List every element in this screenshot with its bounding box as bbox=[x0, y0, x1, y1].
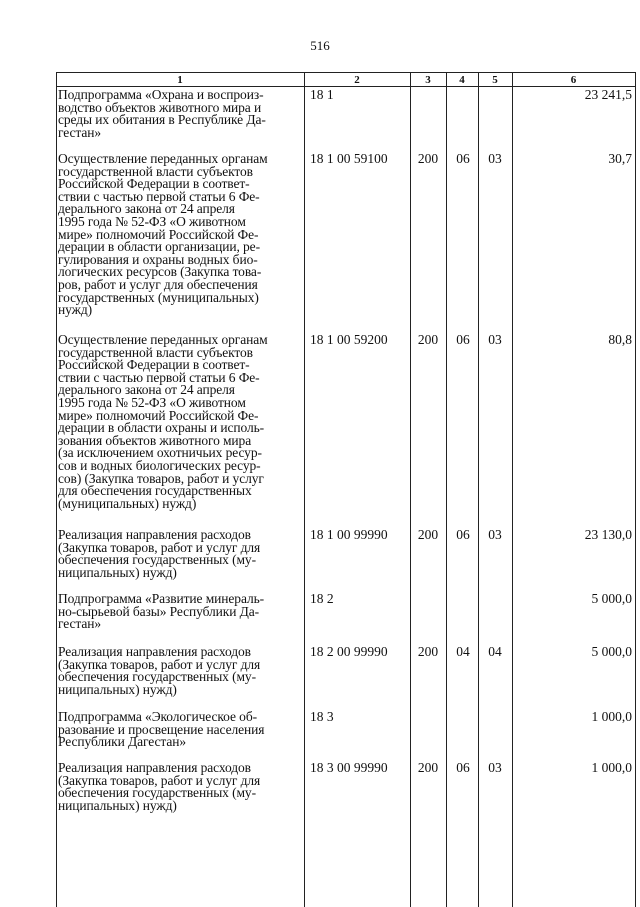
row-code: 18 3 00 99990 bbox=[310, 760, 388, 775]
row-col-3: 200 bbox=[417, 332, 439, 347]
row-amount: 23 241,5 bbox=[584, 87, 632, 102]
header-col-2: 2 bbox=[354, 74, 360, 86]
col-border-left bbox=[56, 72, 57, 907]
row-col-5: 03 bbox=[488, 527, 502, 542]
col-border-2-3 bbox=[410, 72, 411, 907]
table-header-row bbox=[56, 73, 636, 87]
col-border-3-4 bbox=[446, 72, 447, 907]
row-name: Реализация направления расходов (Закупка товаров, работ и услуг для обеспечения государственных (му- ниципальных) нужд) bbox=[58, 760, 261, 813]
row-col-3: 200 bbox=[417, 527, 439, 542]
col-border-1-2 bbox=[304, 72, 305, 907]
row-col-5: 03 bbox=[488, 332, 502, 347]
header-col-6: 6 bbox=[570, 74, 577, 86]
row-name: Реализация направления расходов (Закупка товаров, работ и услуг для обеспечения государственных (му- ниципальных) нужд) bbox=[58, 527, 261, 580]
page-number: 516 bbox=[310, 38, 330, 53]
row-name: Осуществление переданных органам государственной власти субъектов Российской Федерации в соответ- ствии с частью первой статьи 6 Фе- дерального закона от 24 апреля 1995 года № 52-ФЗ «О животном мире» полномочий Российской Фе- дерации в области организации, ре- гулирования и охраны водных био- логических ресурсов (Закупка това- ров, работ и услуг для обеспечения государственных (муниципальных) нужд) bbox=[58, 151, 268, 318]
row-amount: 80,8 bbox=[608, 332, 632, 347]
header-col-3: 3 bbox=[425, 74, 431, 86]
row-code: 18 1 00 59100 bbox=[310, 151, 388, 166]
row-col-5: 04 bbox=[488, 644, 502, 659]
row-name: Подпрограмма «Экологическое об- разование и просвещение населения Республики Дагестан» bbox=[58, 709, 265, 750]
row-code: 18 1 00 59200 bbox=[310, 332, 388, 347]
col-border-4-5 bbox=[478, 72, 479, 907]
row-amount: 5 000,0 bbox=[591, 591, 632, 606]
row-col-3: 200 bbox=[417, 760, 439, 775]
row-col-4: 06 bbox=[456, 332, 470, 347]
row-amount: 23 130,0 bbox=[584, 527, 632, 542]
col-border-5-6 bbox=[512, 72, 513, 907]
row-code: 18 3 bbox=[310, 709, 334, 724]
row-code: 18 1 bbox=[310, 87, 334, 102]
row-name: Подпрограмма «Развитие минераль- но-сырьевой базы» Республики Да- гестан» bbox=[58, 591, 265, 632]
row-col-3: 200 bbox=[417, 151, 439, 166]
header-col-1: 1 bbox=[177, 74, 183, 86]
row-name: Осуществление переданных органам государственной власти субъектов Российской Федерации в соответ- ствии с частью первой статьи 6 Фе- дерального закона от 24 апреля 1995 года № 52-ФЗ «О животном мире» полномочий Российской Фе- дерации в области охраны и исполь- зования объектов животного мира (за исключением охотничьих ресур- сов и водных биологических ресур- сов) (Закупка товаров, работ и услуг для обеспечения государственных (муниципальных) нужд) bbox=[58, 332, 268, 511]
row-code: 18 2 bbox=[310, 591, 334, 606]
row-col-4: 06 bbox=[456, 151, 470, 166]
header-col-4: 4 bbox=[459, 74, 465, 86]
row-code: 18 2 00 99990 bbox=[310, 644, 388, 659]
budget-table bbox=[56, 72, 636, 907]
header-col-5: 5 bbox=[492, 74, 498, 86]
row-amount: 1 000,0 bbox=[591, 709, 632, 724]
row-col-3: 200 bbox=[417, 644, 439, 659]
row-col-4: 04 bbox=[456, 644, 470, 659]
col-border-right bbox=[635, 72, 636, 907]
row-amount: 1 000,0 bbox=[591, 760, 632, 775]
row-col-4: 06 bbox=[456, 527, 470, 542]
row-code: 18 1 00 99990 bbox=[310, 527, 388, 542]
row-col-5: 03 bbox=[488, 760, 502, 775]
row-name: Реализация направления расходов (Закупка товаров, работ и услуг для обеспечения государственных (му- ниципальных) нужд) bbox=[58, 644, 261, 697]
row-col-5: 03 bbox=[488, 151, 502, 166]
row-name: Подпрограмма «Охрана и воспроиз- водство объектов животного мира и среды их обитания в Республике Да- гестан» bbox=[58, 87, 266, 140]
row-col-4: 06 bbox=[456, 760, 470, 775]
row-amount: 5 000,0 bbox=[591, 644, 632, 659]
row-amount: 30,7 bbox=[608, 151, 632, 166]
